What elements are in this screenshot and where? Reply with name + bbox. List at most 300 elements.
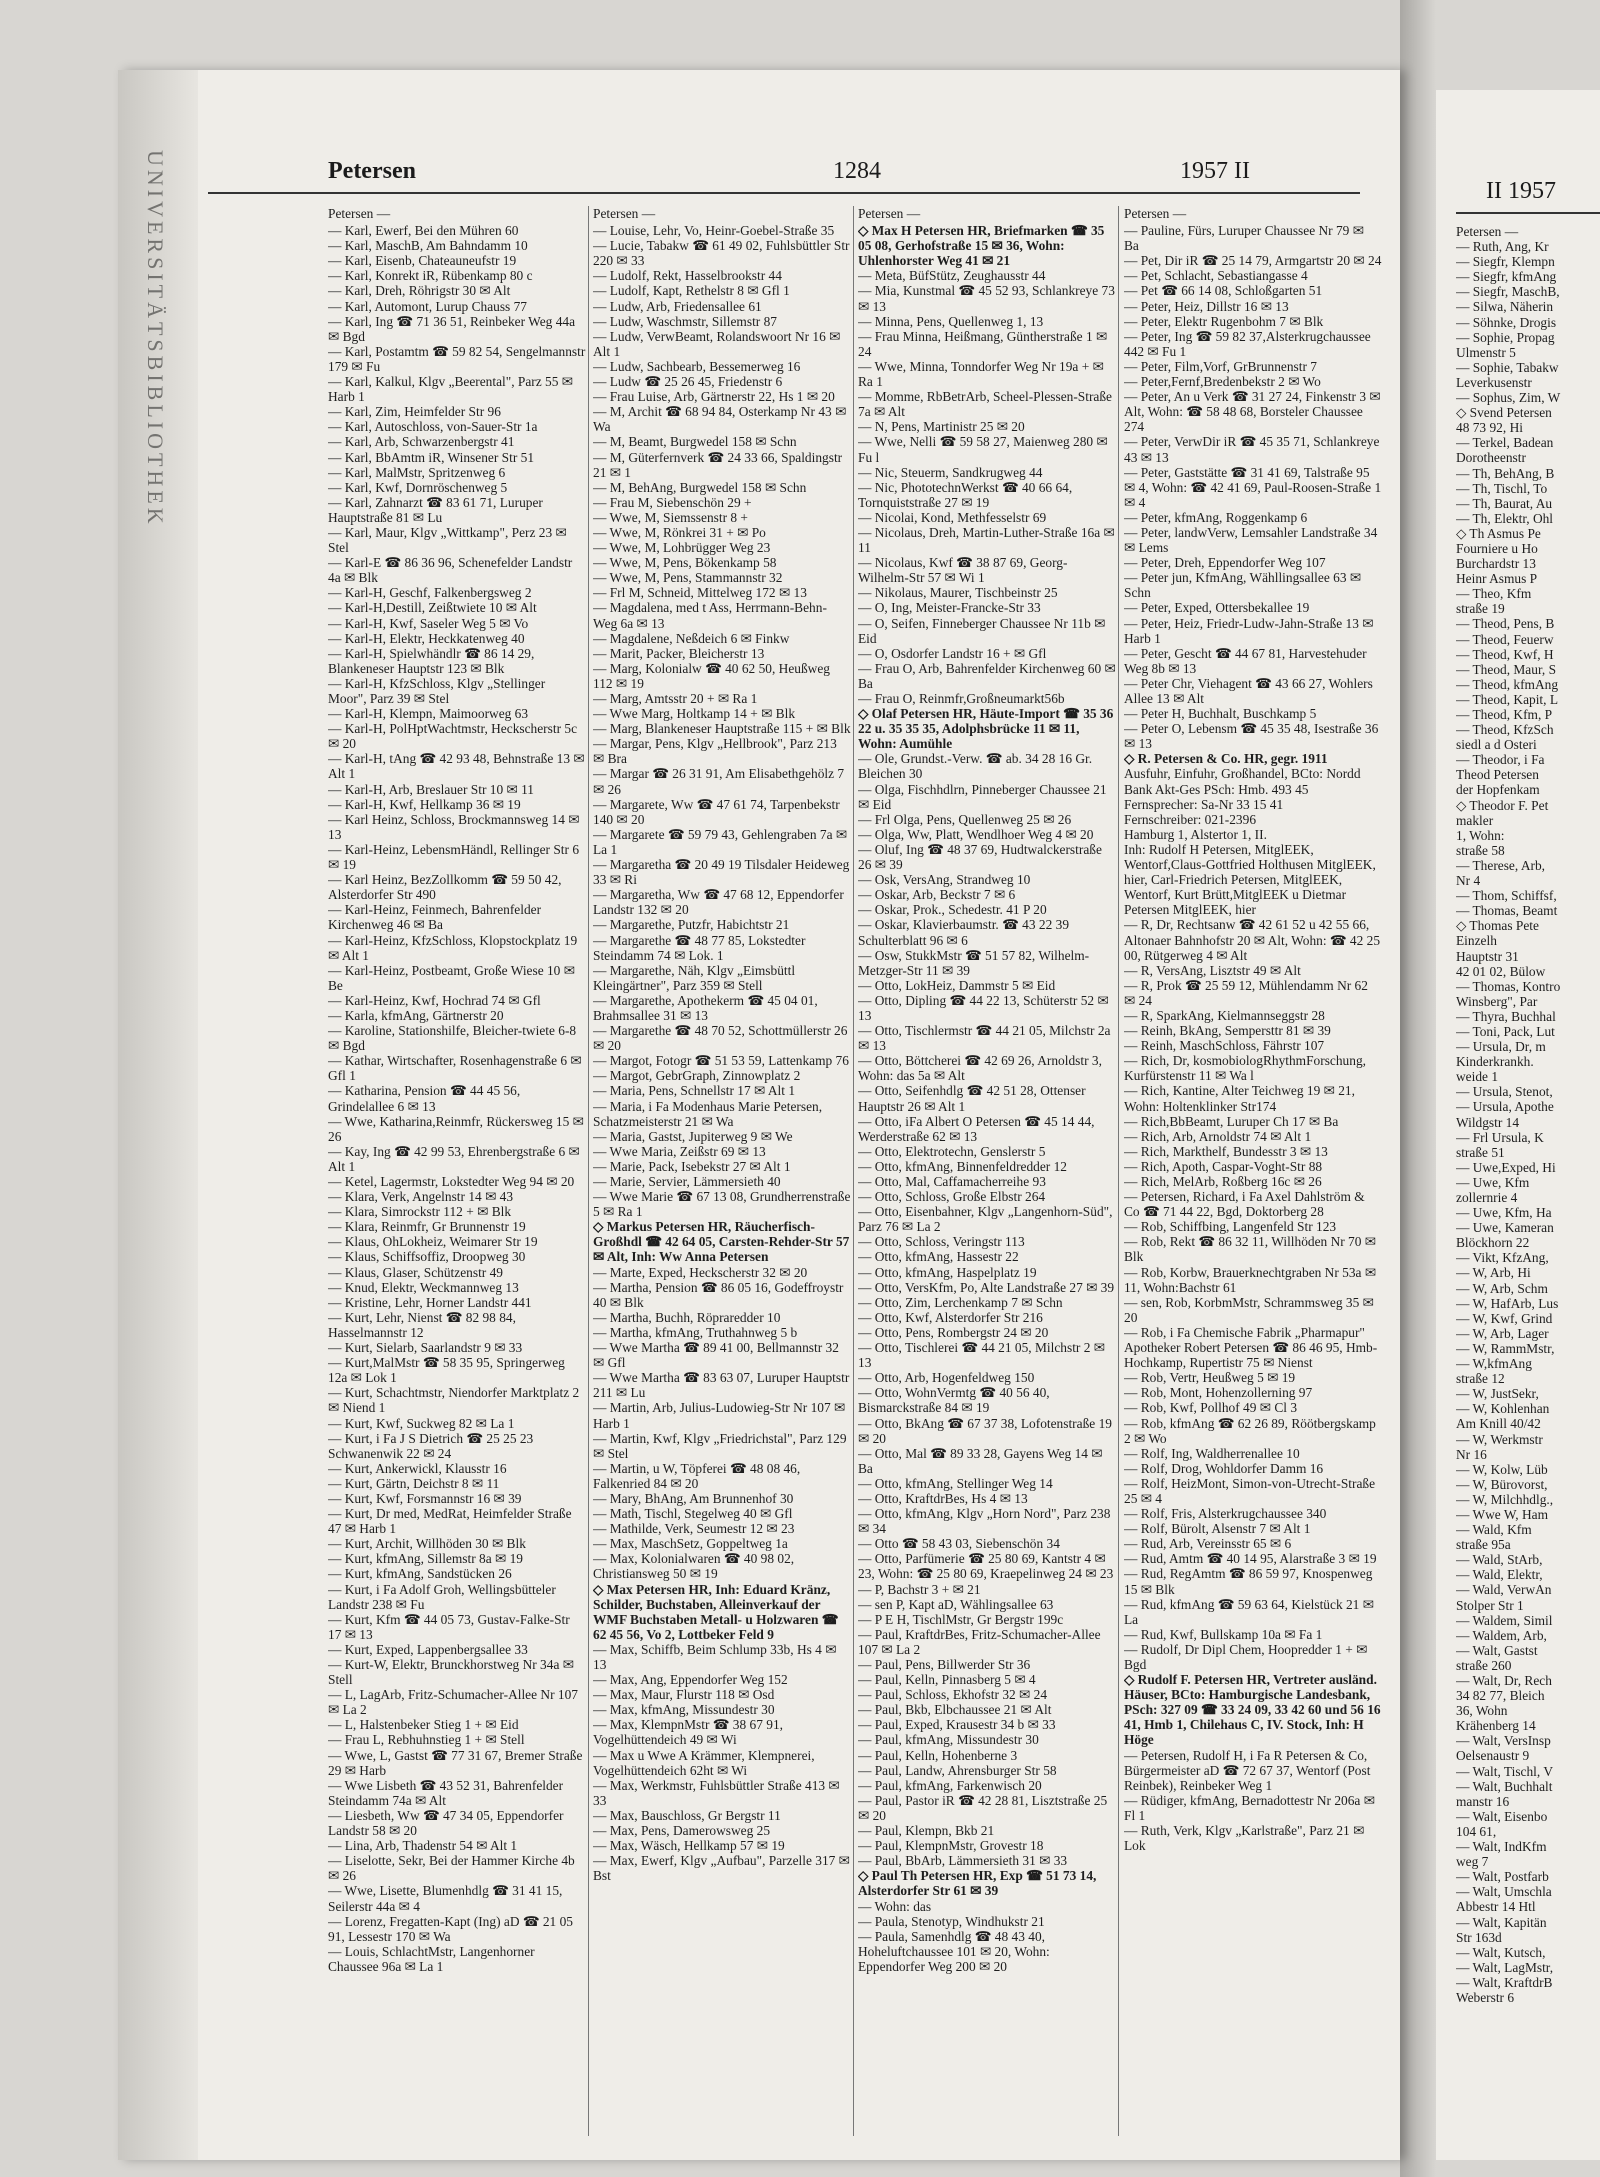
facing-page-entry: weide 1 (1456, 1069, 1499, 1085)
directory-entry: — Kurt, Kwf, Suckweg 82 ✉ La 1 (328, 1415, 515, 1431)
directory-entry: — Peter O, Lebensm ☎ 45 35 48, Isestraße 36 ✉ 13 (1124, 721, 1379, 752)
directory-entry: — R, SparkAng, Kielmannseggstr 28 (1124, 1007, 1325, 1023)
header-year-volume: 1957 II (1180, 158, 1250, 184)
directory-column-1 (328, 206, 586, 2146)
directory-entry: — Margarethe, Apothekerm ☎ 45 04 01, Brahmsallee 31 ✉ 13 (593, 992, 818, 1023)
directory-entry: — Wwe, M, Lohbrügger Weg 23 (593, 540, 771, 556)
facing-page-entry: Wildgstr 14 (1456, 1114, 1520, 1130)
facing-page-entry: — Waldem, Simil (1456, 1612, 1553, 1628)
directory-entry: — Margot, GebrGraph, Zinnowplatz 2 (593, 1068, 801, 1084)
directory-entry: — Karl, Maur, Klgv „Wittkamp", Perz 23 ✉ Stel (328, 524, 567, 556)
directory-entry: — Marg, Amtsstr 20 + ✉ Ra 1 (593, 691, 758, 706)
facing-page-entry: der Hopfenkam (1456, 782, 1540, 798)
facing-page-entry: — W, HafArb, Lus (1456, 1295, 1559, 1311)
directory-entry: — Martin, Kwf, Klgv „Friedrichstal", Parz 129 ✉ Stel (593, 1430, 847, 1461)
facing-page-entry: straße 260 (1456, 1657, 1512, 1673)
directory-entry: — Karl-H, KfzSchloss, Klgv „Stellinger Moor", Parz 39 ✉ Stel (328, 675, 546, 706)
facing-page-entry: ◇ Svend Petersen (1456, 405, 1552, 421)
directory-column-3 (858, 206, 1116, 2146)
facing-page-entry: — Uwe, Kfm, Ha (1456, 1205, 1552, 1221)
directory-entry: — Nicolaus, Kwf ☎ 38 87 69, Georg-Wilhelm-Str 57 ✉ Wi 1 (858, 555, 1068, 586)
directory-entry: — Maria, Pens, Schnellstr 17 ✉ Alt 1 (593, 1083, 796, 1099)
facing-page-entry: 36, Wohn (1456, 1703, 1508, 1719)
directory-entry: — Frau O, Reinmfr,Großneumarkt56b (858, 691, 1065, 706)
directory-entry: — Karl-H,Destill, Zeißtwiete 10 ✉ Alt (328, 600, 537, 616)
directory-entry: — Ludw, Arb, Friedensallee 61 (593, 298, 762, 314)
directory-column-4 (1124, 206, 1382, 2146)
directory-entry: ◇ Olaf Petersen HR, Häute-Import ☎ 35 36 22 u. 35 35 35, Adolphsbrücke 11 ✉ 11, Wohn: Aumühle (858, 706, 1114, 752)
directory-entry: — Otto, Eisenbahner, Klgv „Langenhorn-Süd", Parz 76 ✉ La 2 (858, 1204, 1113, 1235)
directory-entry: — Paul, KraftdrBes, Fritz-Schumacher-Allee 107 ✉ La 2 (858, 1626, 1101, 1657)
directory-entry: — O, Seifen, Finneberger Chaussee Nr 11b ✉ Eid (858, 615, 1106, 646)
directory-entry: — Marie, Pack, Isebekstr 27 ✉ Alt 1 (593, 1158, 791, 1174)
facing-page-entry: — Frl Ursula, K (1456, 1129, 1544, 1145)
facing-page-entry: 1, Wohn: (1456, 827, 1505, 843)
directory-entry: ◇ R. Petersen & Co. HR, gegr. 1911 (1124, 751, 1328, 767)
facing-page-entry: straße 95a (1456, 1537, 1511, 1553)
directory-entry: — Rud, kfmAng ☎ 59 63 64, Kielstück 21 ✉ La (1124, 1596, 1374, 1627)
facing-page-entry: Einzelh (1456, 933, 1497, 949)
column-rule (1118, 206, 1119, 2136)
directory-entry: — Max, Ewerf, Klgv „Aufbau", Parzelle 317 ✉ Bst (593, 1853, 850, 1884)
directory-entry: — Marit, Packer, Bleicherstr 13 (593, 645, 765, 661)
facing-page-entry: — W, Bürovorst, (1456, 1476, 1548, 1492)
directory-entry: — P E H, TischlMstr, Gr Bergstr 199c (858, 1611, 1064, 1627)
directory-entry: — Rich, Apoth, Caspar-Voght-Str 88 (1124, 1158, 1323, 1174)
directory-entry: — Rud, RegAmtm ☎ 86 59 97, Knospenweg 15 ✉ Blk (1124, 1566, 1373, 1597)
directory-entry: — Ludw, Waschmstr, Sillemstr 87 (593, 313, 777, 329)
facing-page-entry: Nr 16 (1456, 1446, 1487, 1462)
directory-entry: — Frau O, Arb, Bahrenfelder Kirchenweg 60 ✉ Ba (858, 660, 1116, 691)
facing-page-entry: — Siegfr, kfmAng (1456, 269, 1557, 285)
column-head: Petersen — (858, 206, 921, 221)
directory-entry: — R, Dr, Rechtsanw ☎ 42 61 52 u 42 55 66, Altonaer Bahnhofstr 20 ✉ Alt, Wohn: ☎ 42 25 00, Rütgerweg 4 ✉ Alt (1124, 917, 1381, 963)
directory-entry: — Karl-E ☎ 86 36 96, Schenefelder Landstr 4a ✉ Blk (328, 555, 573, 586)
facing-page-entry: — Walt, Gastst (1456, 1642, 1538, 1658)
directory-entry: — Karl, MaschB, Am Bahndamm 10 (328, 238, 528, 254)
facing-page-entry: Weberstr 6 (1456, 1989, 1515, 2005)
directory-entry: — Mathilde, Verk, Seumestr 12 ✉ 23 (593, 1521, 795, 1537)
facing-page-entry: — Walt, Umschla (1456, 1884, 1552, 1900)
directory-entry: — Wwe, L, Gastst ☎ 77 31 67, Bremer Straße 29 ✉ Harb (328, 1747, 583, 1778)
directory-entry: — Karl, BbAmtm iR, Winsener Str 51 (328, 449, 535, 465)
directory-entry: — Paul, Pens, Billwerder Str 36 (858, 1657, 1031, 1672)
facing-page-entry: — Therese, Arb, (1456, 857, 1545, 873)
directory-entry: — Reinh, BkAng, Sempersttr 81 ✉ 39 (1124, 1023, 1331, 1039)
directory-entry: — Karl-H, PolHptWachtmstr, Heckscherstr 5c ✉ 20 (328, 721, 578, 752)
facing-page-entry: — Th, Tischl, To (1456, 480, 1548, 496)
facing-page-entry: Fourniere u Ho (1456, 540, 1538, 556)
directory-entry: — Otto, kfmAng, Binnenfeldredder 12 (858, 1158, 1067, 1174)
directory-entry: — M, Archit ☎ 68 94 84, Osterkamp Nr 43 ✉ Wa (593, 404, 847, 435)
directory-entry: — Liesbeth, Ww ☎ 47 34 05, Eppendorfer Landstr 58 ✉ 20 (328, 1807, 564, 1839)
directory-entry: — Otto, Tischlerei ☎ 44 21 05, Milchstr 2 ✉ 13 (858, 1340, 1105, 1371)
directory-entry: — Nicolaus, Dreh, Martin-Luther-Straße 16a ✉ 11 (858, 524, 1115, 556)
directory-entry: — Peter, Elektr Rugenbohm 7 ✉ Blk (1124, 313, 1324, 329)
directory-entry: — Max, Ang, Eppendorfer Weg 152 (593, 1672, 788, 1688)
directory-entry: — Rob, Kwf, Pollhof 49 ✉ Cl 3 (1124, 1400, 1298, 1416)
directory-entry: — Oskar, Arb, Beckstr 7 ✉ 6 (858, 887, 1016, 903)
facing-page-entry: — Söhnke, Drogis (1456, 314, 1557, 330)
directory-entry: — Max, MaschSetz, Goppeltweg 1a (593, 1536, 788, 1552)
directory-entry: — Margot, Fotogr ☎ 51 53 59, Lattenkamp 76 (593, 1053, 849, 1069)
binding-stamp: UNIVERSITÄTSBIBLIOTHEK (143, 150, 168, 528)
directory-entry: — Petersen, Richard, i Fa Axel Dahlström & Co ☎ 71 44 22, Bgd, Doktorberg 28 (1124, 1189, 1365, 1220)
directory-entry: — Marg, Blankeneser Hauptstraße 115 + ✉ Blk (593, 721, 851, 737)
directory-entry: — Klaus, Glaser, Schützenstr 49 (328, 1264, 503, 1280)
directory-entry: — Kristine, Lehr, Horner Landstr 441 (328, 1294, 532, 1310)
directory-entry: — Karl, Postamtm ☎ 59 82 54, Sengelmannstr 179 ✉ Fu (328, 343, 586, 374)
directory-entry: — Karl, Eisenb, Chateauneufstr 19 (328, 253, 517, 269)
directory-entry: — Kurt, Schachtmstr, Niendorfer Marktplatz 2 ✉ Niend 1 (328, 1385, 580, 1416)
directory-entry: — Otto, Dipling ☎ 44 22 13, Schüterstr 52 ✉ 13 (858, 992, 1109, 1023)
facing-page-entry: — W,kfmAng (1456, 1356, 1532, 1372)
facing-page-entry: — W, Arb, Schm (1456, 1280, 1548, 1296)
facing-page-entry: — Walt, Dr, Rech (1456, 1673, 1552, 1688)
directory-entry: — Otto, Parfümerie ☎ 25 80 69, Kantstr 4 ✉ 23, Wohn: ☎ 25 80 69, Kraepelinweg 24 ✉ 23 (858, 1551, 1114, 1582)
directory-entry: — Otto, LokHeiz, Dammstr 5 ✉ Eid (858, 977, 1056, 993)
directory-entry: — Kay, Ing ☎ 42 99 53, Ehrenbergstraße 6 ✉ Alt 1 (328, 1143, 580, 1174)
directory-entry: — Martha, Buchh, Röpraredder 10 (593, 1309, 781, 1325)
directory-entry: — Pet, Schlacht, Sebastiangasse 4 (1124, 268, 1308, 284)
directory-entry: ◇ Rudolf F. Petersen HR, Vertreter ausländ. Häuser, BCto: Hamburgische Landesbank, PSch: 327 09 ☎ 33 24 09, 33 42 60 und 56 16 41, Hmb 1, Chilehaus C, IV. Stock, Inh: H Höge (1124, 1672, 1381, 1748)
directory-entry: — Frau Minna, Heißmang, Güntherstraße 1 ✉ 24 (858, 328, 1108, 359)
facing-page-entry: 48 73 92, Hi (1456, 420, 1523, 436)
directory-entry: — R, Prok ☎ 25 59 12, Mühlendamm Nr 62 ✉ 24 (1124, 977, 1368, 1008)
directory-entry: — Otto, KraftdrBes, Hs 4 ✉ 13 (858, 1490, 1028, 1506)
directory-entry: Ausfuhr, Einfuhr, Großhandel, BCto: Nordd Bank Akt-Ges PSch: Hmb. 493 45 (1124, 766, 1361, 797)
directory-entry: — Nicolai, Kond, Methfesselstr 69 (858, 509, 1047, 525)
directory-entry: — Paula, Samenhdlg ☎ 48 43 40, Hoheluftchaussee 101 ✉ 20, Wohn: Eppendorfer Weg 200 ✉ 20 (858, 1928, 1050, 1974)
directory-entry: — Karl-Heinz, LebensmHändl, Rellinger Str 6 ✉ 19 (328, 841, 580, 873)
directory-entry: — Louise, Lehr, Vo, Heinr-Goebel-Straße 35 (593, 223, 835, 239)
facing-page-entry: — Walt, VersInsp (1456, 1733, 1551, 1749)
facing-page-entry: — Thyra, Buchhal (1456, 1008, 1556, 1024)
facing-page-entry: makler (1456, 812, 1494, 828)
directory-entry: Hamburg 1, Alstertor 1, II. (1124, 826, 1267, 842)
directory-entry: — Pet ☎ 66 14 08, Schloßgarten 51 (1124, 283, 1323, 299)
directory-entry: — Wwe Lisbeth ☎ 43 52 31, Bahrenfelder Steindamm 74a ✉ Alt (328, 1777, 564, 1808)
directory-entry: — Martin, u W, Töpferei ☎ 48 08 46, Falkenried 84 ✉ 20 (593, 1460, 801, 1491)
directory-entry: — Ludw ☎ 25 26 45, Friedenstr 6 (593, 374, 783, 390)
directory-entry: — Rolf, Fris, Alsterkrugchaussee 340 (1124, 1506, 1327, 1522)
directory-entry: — Wwe, M, Siemssenstr 8 + (593, 509, 748, 525)
directory-entry: — Margarete ☎ 59 79 43, Gehlengraben 7a ✉ La 1 (593, 826, 848, 857)
facing-page-entry: — W, JustSekr, (1456, 1386, 1539, 1402)
directory-entry: — Wohn: das (858, 1898, 932, 1914)
directory-entry: — Margaretha, Ww ☎ 47 68 12, Eppendorfer Landstr 132 ✉ 20 (593, 887, 844, 918)
directory-entry: — Nikolaus, Maurer, Tischbeinstr 25 (858, 585, 1058, 601)
facing-page-entry: — Terkel, Badean (1456, 435, 1554, 451)
directory-entry: — Otto, iFa Albert O Petersen ☎ 45 14 44, Werderstraße 62 ✉ 13 (858, 1113, 1095, 1144)
directory-entry: — Pet, Dir iR ☎ 25 14 79, Armgartstr 20 ✉ 24 (1124, 253, 1382, 269)
directory-columns (328, 206, 1388, 2146)
directory-entry: — Rob, Vertr, Heußweg 5 ✉ 19 (1124, 1370, 1296, 1386)
directory-entry: — Rolf, Drog, Wohldorfer Damm 16 (1124, 1460, 1324, 1476)
book-gutter (1400, 0, 1436, 2177)
facing-page-entry: — W, Arb, Hi (1456, 1265, 1531, 1281)
facing-page-entry: — Ursula, Apothe (1456, 1099, 1554, 1115)
facing-page-entry: Theod Petersen (1456, 767, 1539, 783)
column-rule (853, 206, 854, 2136)
directory-entry: — Magdalene, Neßdeich 6 ✉ Finkw (593, 630, 790, 646)
facing-page-column (1456, 224, 1600, 2154)
directory-entry: — Rud, Arb, Vereinsstr 65 ✉ 6 (1124, 1536, 1292, 1552)
directory-entry: — Rich, Dr, kosmobiologRhythmForschung, Kurfürstenstr 11 ✉ Wa l (1124, 1053, 1366, 1084)
facing-page-entry: Burchardstr 13 (1456, 556, 1536, 572)
directory-entry: — Max, kfmAng, Missundestr 30 (593, 1702, 775, 1718)
directory-entry: — sen, Rob, KorbmMstr, Schrammsweg 35 ✉ 20 (1124, 1294, 1374, 1325)
directory-entry: — Rud, Kwf, Bullskamp 10a ✉ Fa 1 (1124, 1626, 1323, 1642)
directory-entry: — Ketel, Lagermstr, Lokstedter Weg 94 ✉ 20 (328, 1174, 575, 1189)
column-head: Petersen — (593, 206, 656, 221)
directory-entry: — Rich,BbBeamt, Luruper Ch 17 ✉ Ba (1124, 1113, 1339, 1129)
directory-entry: — Paul, Schloss, Ekhofstr 32 ✉ 24 (858, 1687, 1048, 1703)
facing-page-header (1456, 172, 1600, 214)
directory-entry: — Klara, Verk, Angelnstr 14 ✉ 43 (328, 1189, 514, 1205)
facing-page-entry: — W, Arb, Lager (1456, 1325, 1549, 1341)
directory-entry: — Frau Luise, Arb, Gärtnerstr 22, Hs 1 ✉ 20 (593, 389, 835, 405)
directory-entry: — Olga, Ww, Platt, Wendlhoer Weg 4 ✉ 20 (858, 826, 1094, 842)
facing-page-entry: Kinderkrankh. (1456, 1054, 1534, 1070)
directory-entry: — Klaus, Schiffsoffiz, Droopweg 30 (328, 1249, 526, 1265)
directory-entry: — Wwe, Nelli ☎ 59 58 27, Maienweg 280 ✉ Fu l (858, 434, 1108, 465)
directory-entry: — Max, Maur, Flurstr 118 ✉ Osd (593, 1687, 775, 1703)
directory-entry: — Maria, Gastst, Jupiterweg 9 ✉ We (593, 1128, 793, 1144)
directory-entry: — Minna, Pens, Quellenweg 1, 13 (858, 313, 1044, 329)
directory-entry: — Nic, Steuerm, Sandkrugweg 44 (858, 464, 1043, 480)
facing-page-entry: weg 7 (1456, 1854, 1489, 1870)
directory-entry: — Petersen, Rudolf H, i Fa R Petersen & Co, Bürgermeister aD ☎ 72 67 37, Wentorf (Post Reinbek), Reinbeker Weg 1 (1124, 1747, 1371, 1793)
directory-entry: — Karl-H, Arb, Breslauer Str 10 ✉ 11 (328, 781, 534, 797)
facing-page-entry: — Theod, Feuerw (1456, 631, 1554, 647)
directory-entry: — Peter,Fernf,Bredenbekstr 2 ✉ Wo (1124, 374, 1321, 390)
facing-page-entry: — Walt, Eisenbo (1456, 1808, 1548, 1824)
directory-entry: — Frau L, Rebhuhnstieg 1 + ✉ Stell (328, 1732, 525, 1748)
facing-page-entry: Dorotheenstr (1456, 450, 1526, 466)
facing-page-entry: Ulmenstr 5 (1456, 344, 1516, 360)
facing-page-entry: — Waldem, Arb, (1456, 1627, 1547, 1643)
facing-page-entry: — W, Milchhdlg., (1456, 1491, 1554, 1507)
facing-page-entry: — Ruth, Ang, Kr (1456, 239, 1549, 255)
directory-entry: — Max, Bauschloss, Gr Bergstr 11 (593, 1807, 781, 1823)
directory-entry: — Wwe, M, Rönkrei 31 + ✉ Po (593, 524, 766, 540)
directory-entry: — Max, KlempnMstr ☎ 38 67 91, Vogelhüttendeich 49 ✉ Wi (593, 1717, 784, 1748)
directory-entry: — Oskar, Klavierbaumstr. ☎ 43 22 39 Schulterblatt 96 ✉ 6 (858, 917, 1070, 948)
directory-entry: ◇ Markus Petersen HR, Räucherfisch-Großhdl ☎ 42 64 05, Carsten-Rehder-Str 57 ✉ Alt, Inh: Ww Anna Petersen (593, 1219, 850, 1265)
directory-entry: — Otto, Böttcherei ☎ 42 69 26, Arnoldstr 3, Wohn: das 5a ✉ Alt (858, 1053, 1102, 1084)
facing-page-entry: Stolper Str 1 (1456, 1597, 1524, 1613)
directory-entry: — Wwe Marie ☎ 67 13 08, Grundherrenstraße 5 ✉ Ra 1 (593, 1189, 851, 1220)
directory-entry: — Kurt, Dr med, MedRat, Heimfelder Straße 47 ✉ Harb 1 (328, 1506, 572, 1537)
directory-page (118, 70, 1400, 2160)
directory-entry: — Otto, Kwf, Alsterdorfer Str 216 (858, 1309, 1043, 1325)
directory-entry: — Max, Kolonialwaren ☎ 40 98 02, Christiansweg 50 ✉ 19 (593, 1551, 795, 1582)
directory-entry: — Otto, Pens, Rombergstr 24 ✉ 20 (858, 1324, 1049, 1340)
directory-entry: — Karl Heinz, BezZollkomm ☎ 59 50 42, Alsterdorfer Str 490 (328, 872, 562, 903)
directory-entry: — Peter H, Buchhalt, Buschkamp 5 (1124, 706, 1317, 722)
facing-page-entry: — Toni, Pack, Lut (1456, 1023, 1555, 1039)
directory-entry: — Karl, Kalkul, Klgv „Beerental", Parz 55 ✉ Harb 1 (328, 374, 574, 405)
directory-entry: — Otto, VersKfm, Po, Alte Landstraße 27 ✉ 39 (858, 1279, 1115, 1295)
directory-entry: — M, Beamt, Burgwedel 158 ✉ Schn (593, 434, 797, 450)
directory-entry: — Rich, MelArb, Roßberg 16c ✉ 26 (1124, 1174, 1322, 1189)
directory-entry: — Karl-H, Klempn, Maimoorweg 63 (328, 706, 529, 722)
directory-entry: — Paul, Exped, Krausestr 34 b ✉ 33 (858, 1717, 1056, 1733)
facing-page-entry: — Silwa, Näherin (1456, 299, 1554, 315)
facing-page-entry: — Uwe, Kfm (1456, 1174, 1530, 1190)
facing-page-entry: straße 58 (1456, 842, 1505, 858)
directory-entry: — Rolf, Bürolt, Alsenstr 7 ✉ Alt 1 (1124, 1521, 1311, 1537)
facing-page-entry: — Sophus, Zim, W (1456, 390, 1561, 406)
directory-entry: — Otto, Schloss, Veringstr 113 (858, 1234, 1025, 1250)
directory-entry: — Klara, Simrockstr 112 + ✉ Blk (328, 1204, 512, 1220)
directory-entry: — Oluf, Ing ☎ 48 37 69, Hudtwalckerstraße 26 ✉ 39 (858, 841, 1102, 873)
directory-entry: — Martin, Arb, Julius-Ludowieg-Str Nr 107 ✉ Harb 1 (593, 1400, 846, 1431)
header-surname: Petersen (328, 158, 416, 184)
directory-entry: — Karl, Zahnarzt ☎ 83 61 71, Luruper Hauptstraße 81 ✉ Lu (328, 494, 543, 525)
facing-page-entry: Heinr Asmus P (1456, 571, 1538, 587)
facing-page-entry: — Th, Baurat, Au (1456, 495, 1553, 511)
directory-entry: — Karl-H, Kwf, Hellkamp 36 ✉ 19 (328, 796, 521, 812)
directory-entry: — Paul, KlempnMstr, Grovestr 18 (858, 1838, 1044, 1854)
directory-entry: — Liselotte, Sekr, Bei der Hammer Kirche 4b ✉ 26 (328, 1853, 575, 1884)
directory-entry: — Rich, Markthelf, Bundesstr 3 ✉ 13 (1124, 1143, 1328, 1159)
facing-page-entry: Krähenberg 14 (1456, 1718, 1536, 1734)
facing-page-entry: — Walt, LagMstr, (1456, 1959, 1554, 1975)
facing-page-entry: — Theodor, i Fa (1456, 752, 1545, 768)
directory-entry: — Karl Heinz, Schloss, Brockmannsweg 14 ✉ 13 (328, 811, 580, 842)
directory-entry: — Karl-H, Spielwhändlr ☎ 86 14 29, Blankeneser Hauptstr 123 ✉ Blk (328, 645, 535, 676)
directory-entry: — Margar, Pens, Klgv „Hellbrook", Parz 213 ✉ Bra (593, 736, 837, 767)
directory-entry: — P, Bachstr 3 + ✉ 21 (858, 1581, 981, 1597)
directory-entry: — Wwe Maria, Zeißstr 69 ✉ 13 (593, 1143, 766, 1159)
facing-page-entry: Oelsenaustr 9 (1456, 1748, 1530, 1764)
facing-page-entry: — Theod, Kwf, H (1456, 646, 1554, 662)
column-head: Petersen — (1124, 206, 1187, 221)
directory-entry: — Kurt, i Fa J S Dietrich ☎ 25 25 23 Schwanenwik 22 ✉ 24 (328, 1430, 534, 1461)
directory-entry: — Kurt, Sielarb, Saarlandstr 9 ✉ 33 (328, 1340, 523, 1356)
directory-entry: — Rich, Kantine, Alter Teichweg 19 ✉ 21, Wohn: Holtenklinker Str174 (1124, 1083, 1355, 1114)
directory-entry: — Otto, kfmAng, Haspelplatz 19 (858, 1264, 1037, 1280)
facing-page-entry: — Thom, Schiffsf, (1456, 888, 1557, 904)
directory-entry: — Klaus, OhLokheiz, Weimarer Str 19 (328, 1234, 538, 1250)
facing-page-entry: — Uwe, Kameran (1456, 1220, 1554, 1236)
directory-entry: — Otto, kfmAng, Klgv „Horn Nord", Parz 238 ✉ 34 (858, 1506, 1111, 1537)
directory-entry: — M, Güterfernverk ☎ 24 33 66, Spaldingstr 21 ✉ 1 (593, 449, 843, 480)
directory-entry: — Klara, Reinmfr, Gr Brunnenstr 19 (328, 1219, 526, 1235)
facing-page-entry: Am Knill 40/42 (1456, 1416, 1541, 1432)
directory-entry: — Paula, Stenotyp, Windhukstr 21 (858, 1913, 1045, 1929)
facing-page-entry: — Wald, Elektr, (1456, 1567, 1543, 1583)
directory-entry: — Otto, Tischlermstr ☎ 44 21 05, Milchstr 2a ✉ 13 (858, 1023, 1111, 1054)
facing-page-entry: — Siegfr, MaschB, (1456, 284, 1560, 300)
facing-page-entry: 104 61, (1456, 1823, 1497, 1839)
directory-entry: — Olga, Fischhdlrn, Pinneberger Chaussee 21 ✉ Eid (858, 781, 1107, 812)
directory-entry: — Peter, An u Verk ☎ 31 27 24, Finkenstr 3 ✉ Alt, Wohn: ☎ 58 48 68, Borsteler Chaussee 274 (1124, 389, 1381, 435)
directory-entry: — Otto, Mal ☎ 89 33 28, Gayens Weg 14 ✉ Ba (858, 1445, 1103, 1476)
directory-entry: — Katharina, Pension ☎ 44 45 56, Grindelallee 6 ✉ 13 (328, 1083, 521, 1114)
directory-entry: — Rob, i Fa Chemische Fabrik „Pharmapur" Apotheker Robert Petersen ☎ 86 46 95, Hmb-Hochkamp, Rupertistr 75 ✉ Nienst (1124, 1324, 1378, 1371)
directory-entry: — Peter, Dreh, Eppendorfer Weg 107 (1124, 555, 1326, 571)
facing-page-entry: Hauptstr 31 (1456, 948, 1519, 964)
facing-page-entry: — Siegfr, Klempn (1456, 254, 1555, 270)
directory-entry: — Kurt, i Fa Adolf Groh, Wellingsbütteler Landstr 238 ✉ Fu (328, 1581, 556, 1612)
directory-entry: — Paul, BbArb, Lämmersieth 31 ✉ 33 (858, 1853, 1068, 1869)
directory-entry: — Paul, Bkb, Elbchaussee 21 ✉ Alt (858, 1702, 1052, 1718)
directory-entry: — Otto, Zim, Lerchenkamp 7 ✉ Schn (858, 1294, 1063, 1310)
directory-entry: — Oskar, Prok., Schedestr. 41 P 20 (858, 902, 1047, 918)
directory-entry: — Max, Werkmstr, Fuhlsbüttler Straße 413 ✉ 33 (593, 1777, 840, 1808)
directory-entry: — Paul, kfmAng, Farkenwisch 20 (858, 1777, 1042, 1793)
facing-page-entry: — Walt, KraftdrB (1456, 1974, 1553, 1990)
directory-entry: — Peter, Film,Vorf, GrBrunnenstr 7 (1124, 358, 1317, 374)
directory-entry: — Wwe, Lisette, Blumenhdlg ☎ 31 41 15, Seilerstr 44a ✉ 4 (328, 1883, 563, 1914)
directory-entry: — Karl-H, Elektr, Heckkatenweg 40 (328, 630, 525, 646)
directory-entry: — Wwe, M, Pens, Stammannstr 32 (593, 570, 783, 586)
directory-entry: — Rob, Korbw, Brauerknechtgraben Nr 53a ✉ 11, Wohn:Bachstr 61 (1124, 1264, 1377, 1295)
directory-entry: — Karl-Heinz, Postbeamt, Große Wiese 10 ✉ Be (328, 962, 575, 993)
directory-entry: — Peter, Exped, Ottersbekallee 19 (1124, 600, 1310, 616)
directory-entry: — Momme, RbBetrArb, Scheel-Plessen-Straße 7a ✉ Alt (858, 389, 1113, 420)
facing-page-entry: straße 12 (1456, 1371, 1505, 1387)
directory-entry: — Paul, kfmAng, Missundestr 30 (858, 1732, 1039, 1748)
directory-entry: — Rob, Schiffbing, Langenfeld Str 123 (1124, 1219, 1337, 1235)
directory-entry: — Paul, Kelln, Pinnasberg 5 ✉ 4 (858, 1672, 1036, 1688)
facing-page-entry: Winsberg", Par (1456, 993, 1538, 1009)
directory-entry: — Frl M, Schneid, Mittelweg 172 ✉ 13 (593, 585, 807, 601)
directory-entry: — Max, Schiffb, Beim Schlump 33b, Hs 4 ✉ 13 (593, 1641, 837, 1672)
directory-entry: — Karl, Konrekt iR, Rübenkamp 80 c (328, 268, 533, 284)
facing-page-entry: 34 82 77, Bleich (1456, 1688, 1545, 1704)
facing-page-entry: — Th, Elektr, Ohl (1456, 510, 1554, 526)
directory-entry: — Otto, WohnVermtg ☎ 40 56 40, Bismarckstraße 84 ✉ 19 (858, 1385, 1050, 1416)
facing-page (1436, 90, 1600, 2160)
directory-entry: — Rud, Amtm ☎ 40 14 95, Alarstraße 3 ✉ 19 (1124, 1551, 1377, 1567)
directory-entry: — Karl, Ewerf, Bei den Mühren 60 (328, 223, 519, 239)
directory-entry: — Maria, i Fa Modenhaus Marie Petersen, Schatzmeisterstr 21 ✉ Wa (593, 1098, 823, 1129)
facing-page-entry: — Walt, Kapitän (1456, 1914, 1547, 1930)
facing-page-entry: — W, Kohlenhan (1456, 1401, 1550, 1417)
column-head: Petersen — (328, 206, 391, 221)
directory-entry: — Karoline, Stationshilfe, Bleicher-twiete 6-8 ✉ Bgd (328, 1023, 577, 1054)
directory-entry: — Rudolf, Dr Dipl Chem, Hoopredder 1 + ✉ Bgd (1124, 1641, 1368, 1672)
directory-entry: — O, Osdorfer Landstr 16 + ✉ Gfl (858, 645, 1047, 661)
directory-entry: — Ruth, Verk, Klgv „Karlstraße", Parz 21 ✉ Lok (1124, 1823, 1365, 1854)
directory-entry: — Wwe, M, Pens, Bökenkamp 58 (593, 555, 777, 571)
directory-entry: — Margarethe ☎ 48 70 52, Schottmüllerstr 26 ✉ 20 (593, 1023, 848, 1054)
directory-entry: — Paul, Klempn, Bkb 21 (858, 1823, 995, 1839)
directory-entry: — Martha, kfmAng, Truthahnweg 5 b (593, 1324, 798, 1340)
facing-page-entry: — Walt, Tischl, V (1456, 1763, 1554, 1779)
directory-entry: — Ludolf, Rekt, Hasselbrookstr 44 (593, 268, 782, 284)
directory-entry: — Kurt, kfmAng, Sillemstr 8a ✉ 19 (328, 1551, 523, 1567)
directory-entry: — Karl, Automont, Lurup Chauss 77 (328, 298, 527, 314)
facing-page-entry: — Wald, VerwAn (1456, 1582, 1552, 1598)
directory-entry: ◇ Paul Th Petersen HR, Exp ☎ 51 73 14, Alsterdorfer Str 61 ✉ 39 (858, 1868, 1097, 1899)
directory-entry: — Peter Chr, Viehagent ☎ 43 66 27, Wohlers Allee 13 ✉ Alt (1124, 675, 1373, 706)
directory-entry: — Otto, Schloss, Große Elbstr 264 (858, 1189, 1046, 1205)
facing-page-entry: ◇ Thomas Pete (1456, 918, 1539, 934)
directory-entry: — Karl, Arb, Schwarzenbergstr 41 (328, 434, 515, 450)
directory-entry: — Karl, MalMstr, Spritzenweg 6 (328, 464, 506, 480)
facing-page-entry: — Thomas, Kontro (1456, 978, 1561, 994)
directory-entry: — Otto ☎ 58 43 03, Siebenschön 34 (858, 1536, 1060, 1552)
directory-entry: — Kurt, Exped, Lappenbergsallee 33 (328, 1641, 528, 1657)
directory-entry: — Math, Tischl, Stegelweg 40 ✉ Gfl (593, 1506, 793, 1522)
facing-page-entry: — Walt, Kutsch, (1456, 1944, 1546, 1960)
facing-page-entry: — Theod, KfzSch (1456, 722, 1554, 738)
